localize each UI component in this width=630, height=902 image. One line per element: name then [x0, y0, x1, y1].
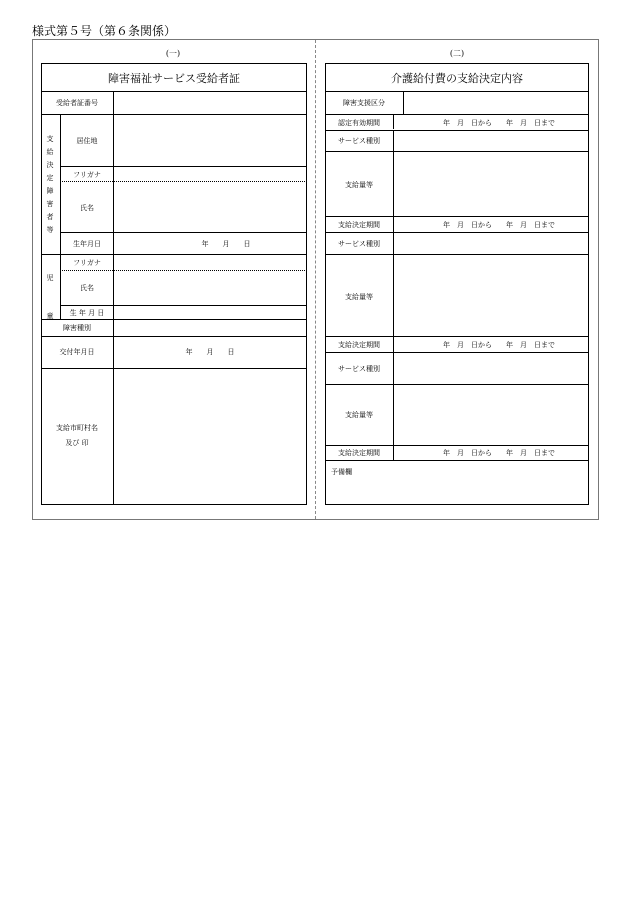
- birthdate-label: 生年月日: [73, 240, 101, 248]
- decision-period-label: 支給決定期間: [338, 449, 380, 457]
- name-field[interactable]: [114, 182, 306, 231]
- disability-type-field[interactable]: [114, 320, 306, 335]
- right-panel-title: 介護給付費の支給決定内容: [391, 72, 523, 85]
- divider: [60, 254, 61, 319]
- validity-period-label: 認定有効期間: [338, 119, 380, 127]
- municipality-label: 支給市町村名: [56, 424, 98, 432]
- divider: [393, 114, 394, 129]
- service-type-label: サービス種別: [338, 240, 380, 248]
- divider: [60, 305, 307, 306]
- issue-date-label: 交付年月日: [59, 348, 95, 356]
- fold-line: [315, 40, 316, 519]
- left-panel-title: 障害福祉サービス受給者証: [108, 72, 240, 85]
- form-title: 様式第５号（第６条関係）: [32, 24, 177, 38]
- child-birthdate-label: 生 年 月 日: [69, 309, 105, 317]
- remarks-label: 予備欄: [331, 468, 352, 476]
- support-level-label: 障害支援区分: [343, 99, 385, 107]
- birthdate-placeholder: 年 月 日: [201, 240, 251, 248]
- validity-period-text: 年 月 日から 年 月 日まで: [443, 119, 555, 127]
- decision-period-label: 支給決定期間: [338, 221, 380, 229]
- divider: [60, 114, 61, 254]
- amount-field[interactable]: [394, 152, 588, 215]
- recipient-number-field[interactable]: [114, 92, 306, 113]
- child-furigana-label: フリガナ: [73, 259, 101, 267]
- municipality-label-seal: 及び 印: [65, 439, 89, 447]
- remarks-field[interactable]: [326, 461, 588, 504]
- left-part-label: (一): [165, 49, 181, 58]
- right-part-label: (二): [449, 49, 465, 58]
- divider: [41, 336, 307, 337]
- child-group-label: 児童: [46, 274, 54, 320]
- divider: [325, 216, 589, 217]
- decision-period-text: 年 月 日から 年 月 日まで: [443, 221, 555, 229]
- amount-field[interactable]: [394, 255, 588, 335]
- service-type-label: サービス種別: [338, 365, 380, 373]
- divider: [325, 445, 589, 446]
- divider: [325, 114, 589, 115]
- address-field[interactable]: [114, 115, 306, 166]
- child-name-field[interactable]: [114, 271, 306, 304]
- decision-period-label: 支給決定期間: [338, 341, 380, 349]
- child-furigana-field[interactable]: [114, 255, 306, 269]
- decision-period-text: 年 月 日から 年 月 日まで: [443, 449, 555, 457]
- support-level-field[interactable]: [404, 92, 588, 113]
- service-type-label: サービス種別: [338, 137, 380, 145]
- disability-type-label: 障害種別: [63, 324, 91, 332]
- amount-label: 支給量等: [345, 181, 373, 189]
- amount-label: 支給量等: [345, 411, 373, 419]
- address-label: 居住地: [76, 137, 98, 145]
- decision-period-text: 年 月 日から 年 月 日まで: [443, 341, 555, 349]
- divider: [60, 232, 307, 233]
- municipality-seal-field[interactable]: [114, 369, 306, 503]
- issue-date-placeholder: 年 月 日: [185, 348, 235, 356]
- name-label: 氏名: [80, 204, 94, 212]
- service-type-field[interactable]: [394, 233, 588, 254]
- amount-field[interactable]: [394, 385, 588, 444]
- furigana-label: フリガナ: [73, 171, 101, 179]
- furigana-field[interactable]: [114, 167, 306, 180]
- service-type-field[interactable]: [394, 353, 588, 383]
- child-name-label: 氏名: [80, 284, 94, 292]
- recipient-number-label: 受給者証番号: [56, 99, 98, 107]
- service-type-field[interactable]: [394, 131, 588, 150]
- amount-label: 支給量等: [345, 293, 373, 301]
- divider: [325, 336, 589, 337]
- beneficiary-group-label: 支給決定障害者等: [46, 135, 54, 234]
